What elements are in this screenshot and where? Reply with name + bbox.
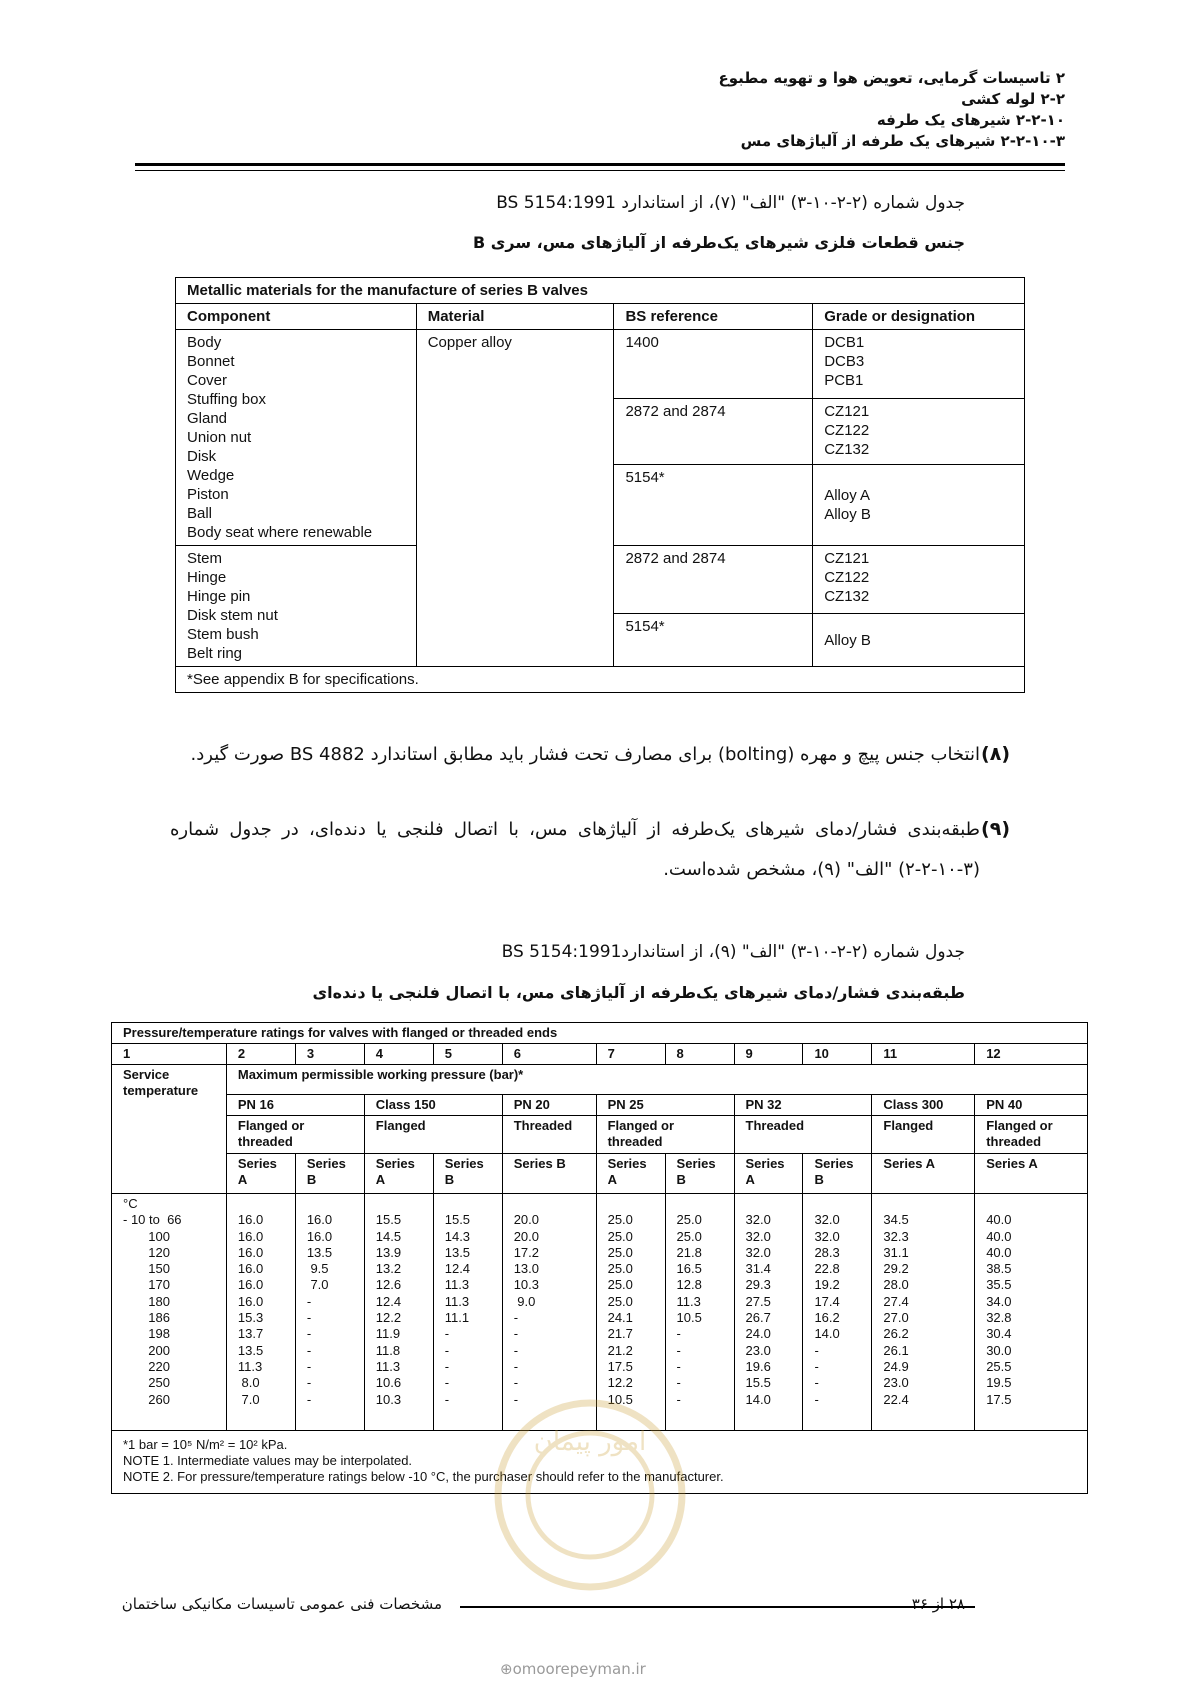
table1-footnote: *See appendix B for specifications. xyxy=(176,667,1025,693)
rating-pn16: PN 16 xyxy=(226,1095,364,1116)
rating-pn25: PN 25 xyxy=(596,1095,734,1116)
group1-components: Body Bonnet Cover Stuffing box Gland Union nut Disk Wedge Piston Ball Body seat where renewable xyxy=(176,330,417,546)
header-rule-thick xyxy=(135,163,1065,166)
globe-icon: ⊕ xyxy=(500,1660,513,1678)
colnum-4: 4 xyxy=(364,1044,433,1065)
data-col8: 25.0 25.0 21.8 16.5 12.8 11.3 10.5 - - - - - xyxy=(665,1194,734,1431)
colnum-11: 11 xyxy=(872,1044,975,1065)
data-col3: 16.0 16.0 13.5 9.5 7.0 - - - - - - - xyxy=(295,1194,364,1431)
table1-caption: جدول شماره (۲-۲-۱۰-۳) "الف" (۷)، از استاندارد BS 5154:1991 xyxy=(496,193,965,213)
data-col9: 32.0 32.0 32.0 31.4 29.3 27.5 26.7 24.0 23.0 19.6 15.5 14.0 xyxy=(734,1194,803,1431)
g1-grade-2: CZ121 CZ122 CZ132 xyxy=(813,398,1025,464)
ends-1: Flanged or threaded xyxy=(226,1116,364,1154)
data-col11: 34.5 32.3 31.1 29.2 28.0 27.4 27.0 26.2 26.1 24.9 23.0 22.4 xyxy=(872,1194,975,1431)
g2-grade-2: Alloy B xyxy=(813,614,1025,667)
rating-class300: Class 300 xyxy=(872,1095,975,1116)
g1-grade-1: DCB1 DCB3 PCB1 xyxy=(813,330,1025,399)
g2-ref-1: 2872 and 2874 xyxy=(614,546,813,614)
colnum-7: 7 xyxy=(596,1044,665,1065)
series-col3: Series B xyxy=(295,1154,364,1194)
ends-3: Threaded xyxy=(502,1116,596,1154)
para8-text: انتخاب جنس پیچ و مهره (bolting) برای مصارف تحت فشار باید مطابق استاندارد BS 4882 صورت گیرد. xyxy=(190,744,980,765)
section-header xyxy=(125,68,1065,152)
watermark-site xyxy=(500,1660,646,1678)
series-col8: Series B xyxy=(665,1154,734,1194)
data-col5: 15.5 14.3 13.5 12.4 11.3 11.3 11.1 - - - - - xyxy=(433,1194,502,1431)
col-grade: Grade or designation xyxy=(813,304,1025,330)
series-col11: Series A xyxy=(872,1154,975,1194)
series-col12: Series A xyxy=(975,1154,1088,1194)
watermark-site-text: omoorepeyman.ir xyxy=(512,1660,646,1678)
materials-table xyxy=(175,277,1025,693)
rating-pn20: PN 20 xyxy=(502,1095,596,1116)
col-bs-reference: BS reference xyxy=(614,304,813,330)
table2-caption: جدول شماره (۲-۲-۱۰-۳) "الف" (۹)، از استانداردBS 5154:1991 xyxy=(501,942,965,962)
colnum-6: 6 xyxy=(502,1044,596,1065)
para9-number: (۹) xyxy=(981,818,1010,840)
footer-rule xyxy=(460,1606,975,1608)
ends-7: Flanged or threaded xyxy=(975,1116,1088,1154)
colnum-5: 5 xyxy=(433,1044,502,1065)
colnum-2: 2 xyxy=(226,1044,295,1065)
para9-line1: طبقه‌بندی فشار/دمای شیرهای یک‌طرفه از آلیاژهای مس، با اتصال فلنجی یا دنده‌ای، در جدول شماره xyxy=(170,819,980,840)
ends-2: Flanged xyxy=(364,1116,502,1154)
footer-title: مشخصات فنی عمومی تاسیسات مکانیکی ساختمان xyxy=(121,1595,442,1613)
g1-ref-1: 1400 xyxy=(614,330,813,399)
note-1: NOTE 1. Intermediate values may be interpolated. xyxy=(123,1453,413,1468)
service-temperature-label: Service temperature xyxy=(112,1065,227,1194)
col-component: Component xyxy=(176,304,417,330)
ends-6: Flanged xyxy=(872,1116,975,1154)
table2-title: Pressure/temperature ratings for valves with flanged or threaded ends xyxy=(112,1023,1088,1044)
series-col4: Series A xyxy=(364,1154,433,1194)
group2-components: Stem Hinge Hinge pin Disk stem nut Stem bush Belt ring xyxy=(176,546,417,667)
col-material: Material xyxy=(416,304,614,330)
series-col2: Series A xyxy=(226,1154,295,1194)
data-col12: 40.0 40.0 40.0 38.5 35.5 34.0 32.8 30.4 30.0 25.5 19.5 17.5 xyxy=(975,1194,1088,1431)
series-col9: Series A xyxy=(734,1154,803,1194)
para8-number: (۸) xyxy=(981,743,1010,765)
data-col2: 16.0 16.0 16.0 16.0 16.0 16.0 15.3 13.7 13.5 11.3 8.0 7.0 xyxy=(226,1194,295,1431)
colnum-9: 9 xyxy=(734,1044,803,1065)
g1-grade-3: Alloy A Alloy B xyxy=(813,464,1025,545)
g1-ref-2: 2872 and 2874 xyxy=(614,398,813,464)
table1-subcaption: جنس قطعات فلزی شیرهای یک‌طرفه از آلیاژهای مس، سری B xyxy=(472,233,965,252)
footer-page: ۲۸ از ۳۶ xyxy=(911,1595,965,1613)
max-pressure-label: Maximum permissible working pressure (bar)* xyxy=(226,1065,1087,1095)
colnum-10: 10 xyxy=(803,1044,872,1065)
data-col7: 25.0 25.0 25.0 25.0 25.0 25.0 24.1 21.7 21.2 17.5 12.2 10.5 xyxy=(596,1194,665,1431)
header-line-4: ۲-۲-۱۰-۳ شیرهای یک طرفه از آلیاژهای مس xyxy=(740,132,1065,150)
series-col10: Series B xyxy=(803,1154,872,1194)
data-col4: 15.5 14.5 13.9 13.2 12.6 12.4 12.2 11.9 11.8 11.3 10.6 10.3 xyxy=(364,1194,433,1431)
para9-line2: (۲-۲-۱۰-۳) "الف" (۹)، مشخص شده‌است. xyxy=(663,859,980,880)
series-col7: Series A xyxy=(596,1154,665,1194)
g2-grade-1: CZ121 CZ122 CZ132 xyxy=(813,546,1025,614)
header-line-3: ۲-۲-۱۰ شیرهای یک طرفه xyxy=(876,111,1065,129)
table2-subcaption: طبقه‌بندی فشار/دمای شیرهای یک‌طرفه از آلیاژهای مس، با اتصال فلنجی یا دنده‌ای xyxy=(312,983,965,1002)
ends-4: Flanged or threaded xyxy=(596,1116,734,1154)
g2-ref-2: 5154* xyxy=(614,614,813,667)
temperature-column: °C - 10 to 66 100 120 150 170 180 186 198 200 220 250 260 xyxy=(112,1194,227,1431)
rating-pn32: PN 32 xyxy=(734,1095,872,1116)
note-bar-unit: *1 bar = 10⁵ N/m² = 10² kPa. xyxy=(123,1437,288,1452)
table1-title: Metallic materials for the manufacture of series B valves xyxy=(176,278,1025,304)
note-2: NOTE 2. For pressure/temperature ratings below -10 °C, the purchaser should refer to the manufacturer. xyxy=(123,1469,724,1484)
colnum-3: 3 xyxy=(295,1044,364,1065)
colnum-8: 8 xyxy=(665,1044,734,1065)
data-col6: 20.0 20.0 17.2 13.0 10.3 9.0 - - - - - - xyxy=(502,1194,596,1431)
series-col5: Series B xyxy=(433,1154,502,1194)
series-col6: Series B xyxy=(502,1154,596,1194)
header-rule-thin xyxy=(135,170,1065,171)
watermark-seal xyxy=(485,1360,695,1630)
g1-ref-3: 5154* xyxy=(614,464,813,545)
header-line-2: ۲-۲ لوله کشی xyxy=(961,90,1065,108)
header-line-1: ۲ تاسیسات گرمایی، تعویض هوا و تهویه مطبوع xyxy=(718,69,1065,87)
data-col10: 32.0 32.0 28.3 22.8 19.2 17.4 16.2 14.0 - - - - xyxy=(803,1194,872,1431)
colnum-1: 1 xyxy=(112,1044,227,1065)
material-copper-alloy: Copper alloy xyxy=(416,330,614,667)
colnum-12: 12 xyxy=(975,1044,1088,1065)
rating-class150: Class 150 xyxy=(364,1095,502,1116)
watermark-seal-text: امور پیمان xyxy=(533,1427,647,1457)
rating-pn40: PN 40 xyxy=(975,1095,1088,1116)
ends-5: Threaded xyxy=(734,1116,872,1154)
